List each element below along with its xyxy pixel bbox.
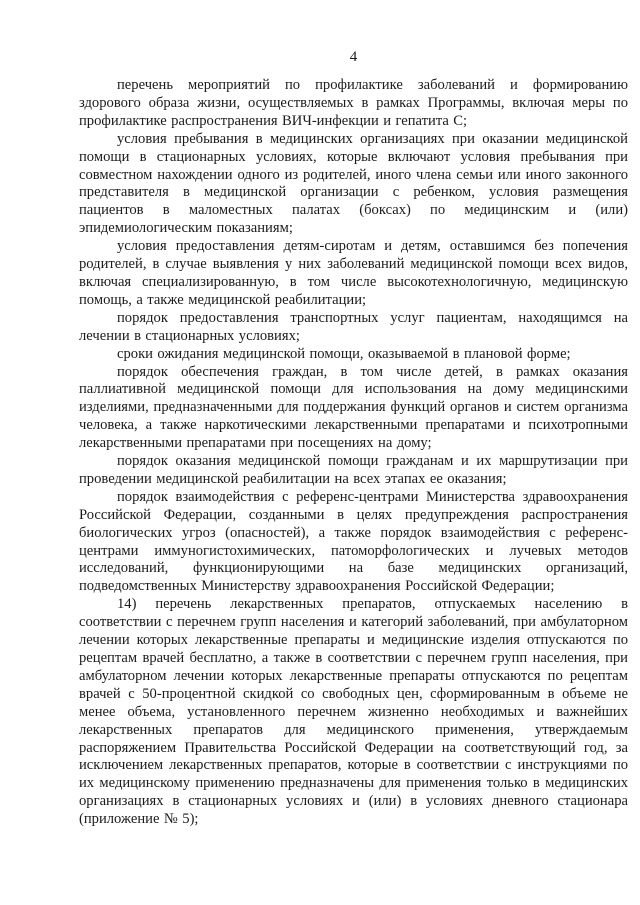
- paragraph: перечень мероприятий по профилактике заболеваний и формированию здорового образа жизни, осуществляемых в рамках Программы, включая меры по профилактике распространения ВИЧ-инфекции и гепатита С;: [79, 77, 628, 129]
- paragraph: порядок обеспечения граждан, в том числе детей, в рамках оказания паллиативной медицинской помощи для использования на дому медицинскими изделиями, предназначенными для поддержания функций органов и систем организма человека, а также наркотическими лекарственными препаратами и психотропными лекарственными препаратами при посещениях на дому;: [79, 363, 628, 452]
- paragraph: 14) перечень лекарственных препаратов, отпускаемых населению в соответствии с перечнем групп населения и категорий заболеваний, при амбулаторном лечении которых лекарственные препараты и медицинские изделия отпускаются по рецептам врачей бесплатно, а также в соответствии с перечнем групп населения, при амбулаторном лечении которых лекарственные препараты отпускаются по рецептам врачей с 50-процентной скидкой со свободных цен, сформированным в объеме не менее объема, установленного перечнем жизненно необходимых и важнейших лекарственных препаратов для медицинского применения, утверждаемым распоряжением Правительства Российской Федерации на соответствующий год, за исключением лекарственных препаратов, которые в соответствии с инструкциями по их медицинскому применению предназначены для применения только в медицинских организациях в стационарных условиях и (или) в условиях дневного стационара (приложение № 5);: [79, 596, 628, 828]
- document-body: [79, 77, 628, 829]
- paragraph: условия пребывания в медицинских организациях при оказании медицинской помощи в стационарных условиях, которые включают условия пребывания при совместном нахождении одного из родителей, иного члена семьи или иного законного представителя в медицинской организации с ребенком, условия размещения пациентов в маломестных палатах (боксах) по медицинским и (или) эпидемиологическим показаниям;: [79, 130, 628, 237]
- page-number: 4: [349, 49, 358, 65]
- paragraph: порядок взаимодействия с референс-центрами Министерства здравоохранения Российской Федерации, созданными в целях предупреждения распространения биологических угроз (опасностей), а также порядок взаимодействия с референс-центрами иммуногистохимических, патоморфологических и лучевых методов исследований, функционирующими на базе медицинских организаций, подведомственных Министерству здравоохранения Российской Федерации;: [79, 488, 628, 595]
- paragraph: сроки ожидания медицинской помощи, оказываемой в плановой форме;: [117, 345, 571, 362]
- paragraph: порядок оказания медицинской помощи гражданам и их маршрутизации при проведении медицинской реабилитации на всех этапах ее оказания;: [79, 453, 628, 487]
- paragraph: порядок предоставления транспортных услуг пациентам, находящимся на лечении в стационарных условиях;: [79, 309, 628, 344]
- paragraph: условия предоставления детям-сиротам и детям, оставшимся без попечения родителей, в случае выявления у них заболеваний медицинской помощи всех видов, включая специализированную, в том числе высокотехнологичную, медицинскую помощь, а также медицинской реабилитации;: [79, 238, 628, 308]
